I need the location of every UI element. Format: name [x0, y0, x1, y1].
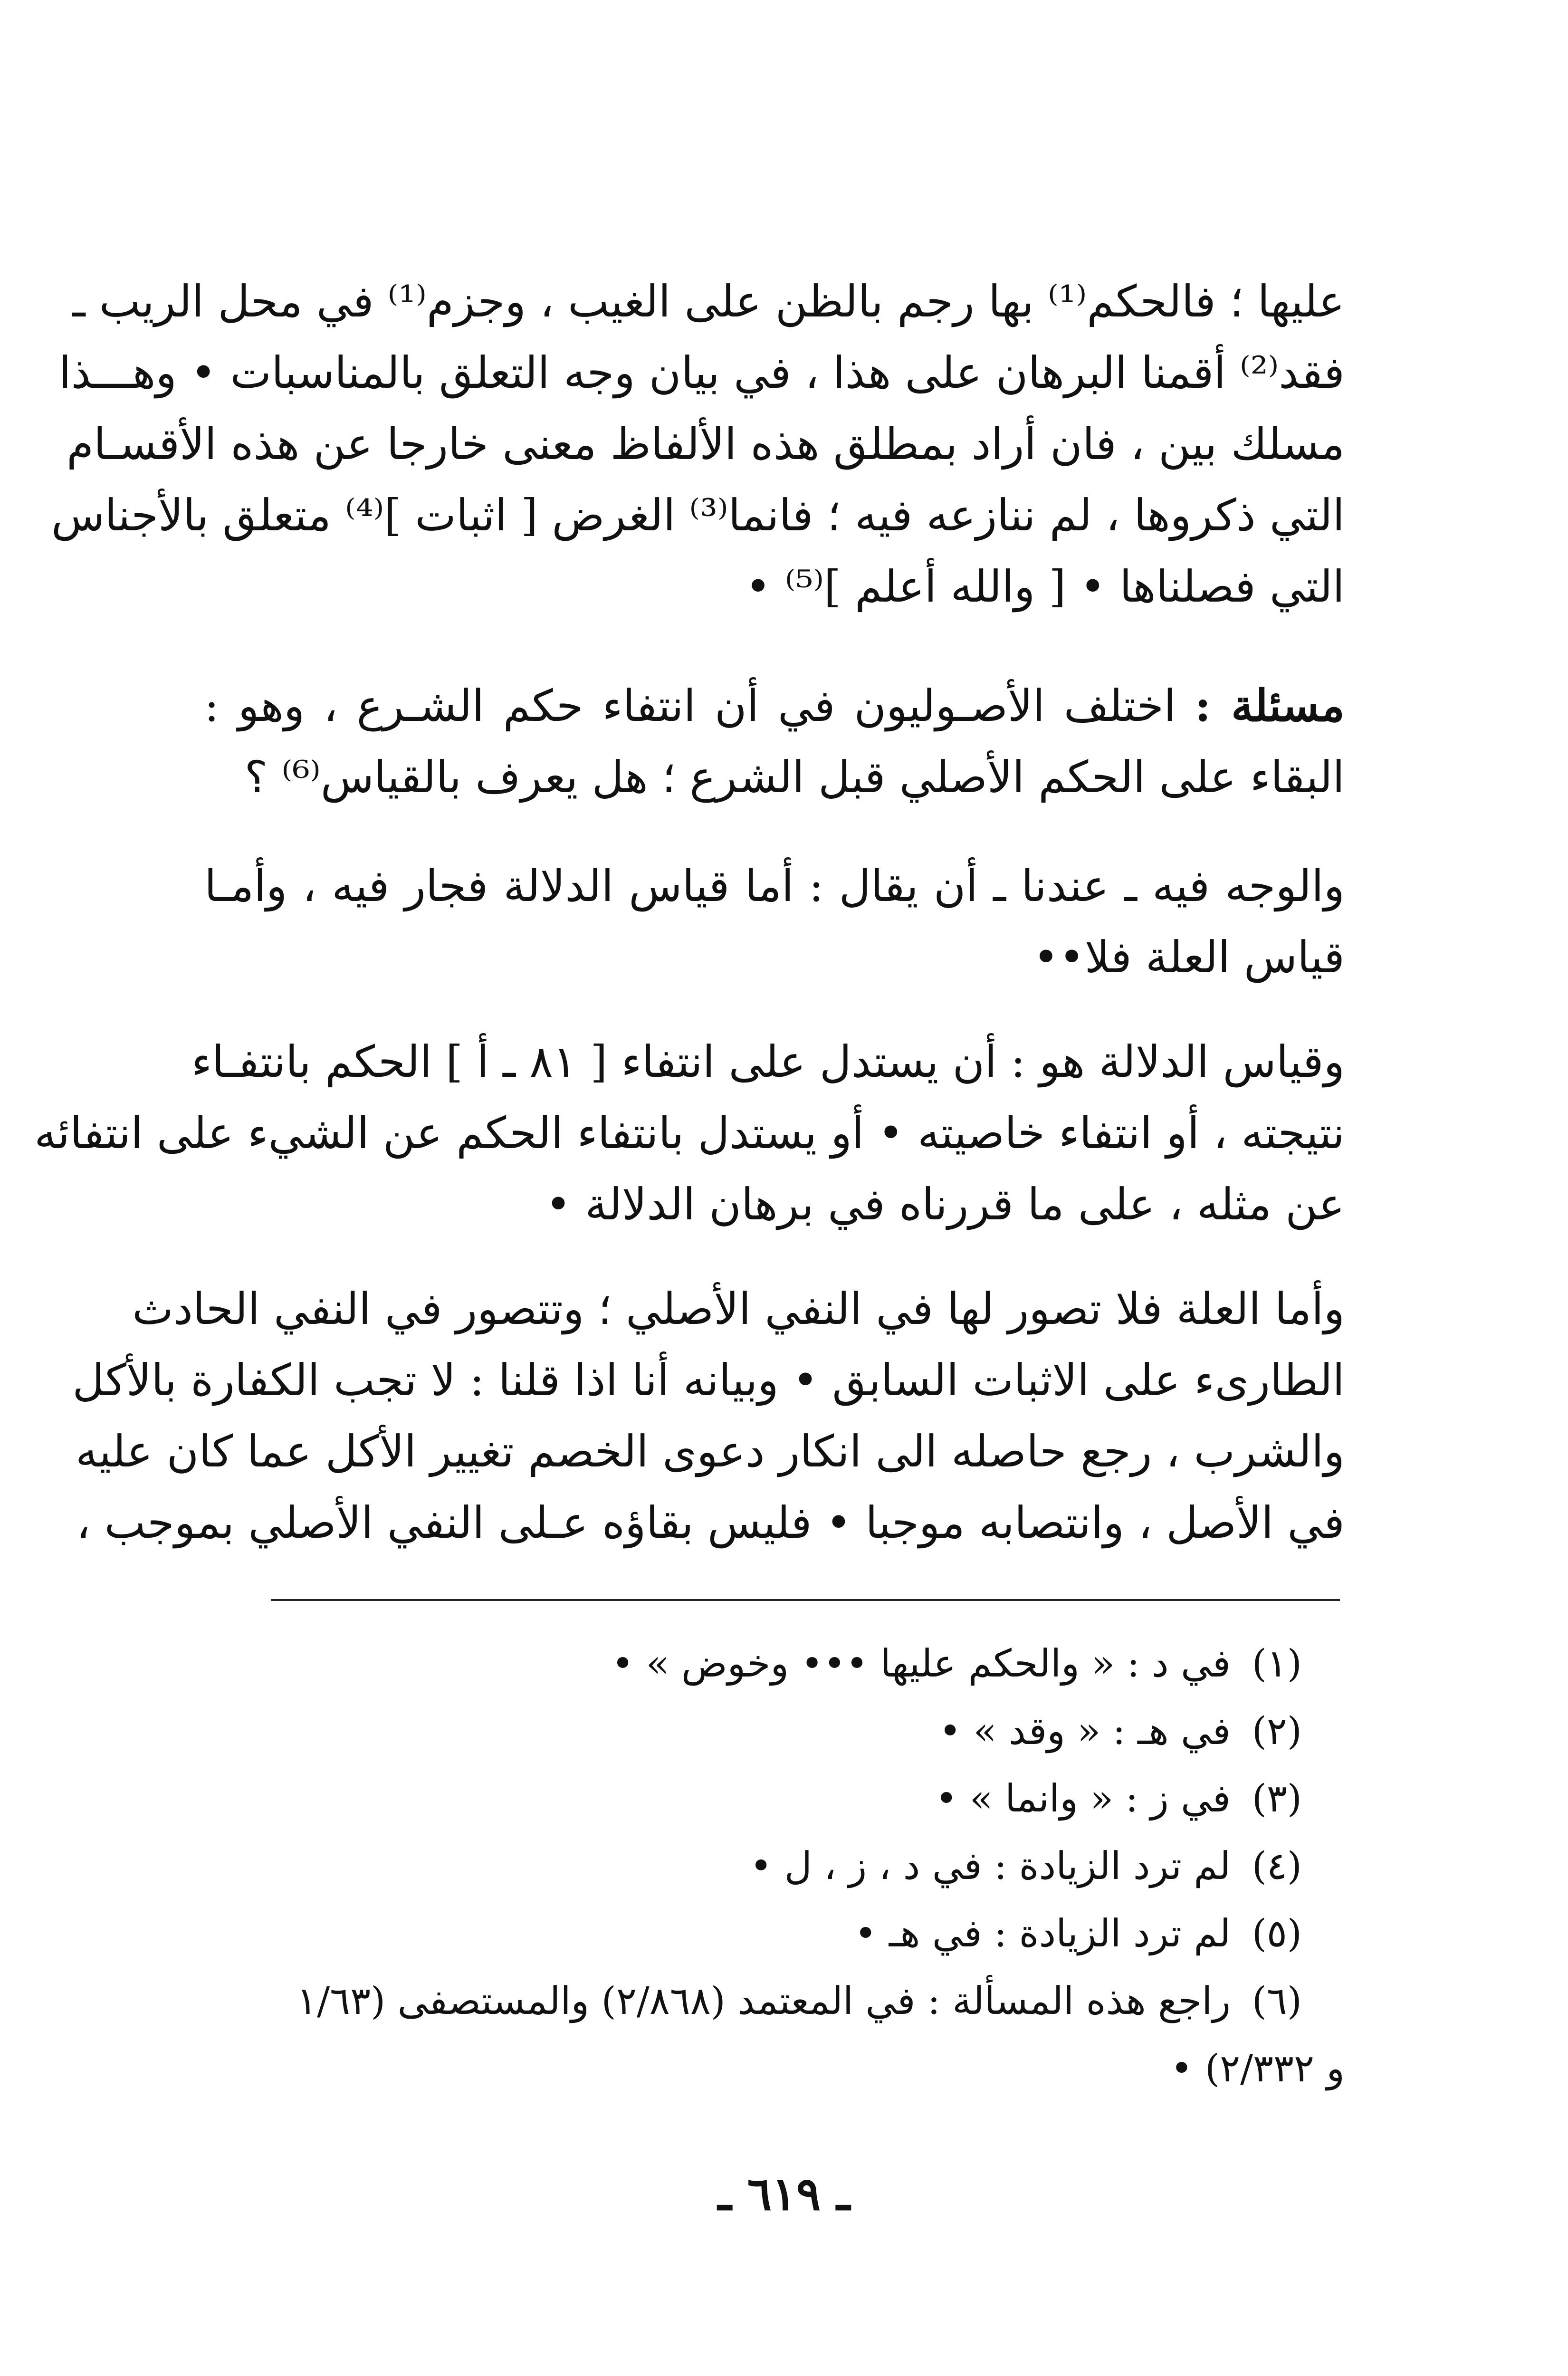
issue-label: مسئلة : [1195, 680, 1345, 731]
paragraph-line: عليها ؛ فالحكم⁽¹⁾ بها رجم بالظن على الغيب ، وجزم⁽¹⁾ في محل الريب ـ [72, 276, 1345, 327]
paragraph-line: التي ذكروها ، لم ننازعه فيه ؛ فانما⁽³⁾ الغرض [ اثبات ]⁽⁴⁾ متعلق بالأجناس [51, 490, 1345, 541]
paragraph-line: والشرب ، رجع حاصله الى انكار دعوى الخصم تغيير الأكل عما كان عليه [76, 1426, 1345, 1477]
paragraph-line: البقاء على الحكم الأصلي قبل الشرع ؛ هل يعرف بالقياس⁽⁶⁾ ؟ [244, 752, 1345, 803]
footnote [204, 1967, 1345, 2035]
footnote-number: (٣) [1252, 1776, 1302, 1820]
footnote [204, 1765, 1345, 1832]
paragraph-line: وقياس الدلالة هو : أن يستدل على انتفاء [ ٨١ ـ أ ] الحكم بانتفـاء [191, 1036, 1345, 1087]
paragraph-line: فقد⁽²⁾ أقمنا البرهان على هذا ، في بيان وجه التعلق بالمناسبات • وهـــذا [59, 347, 1345, 398]
footnote-continuation: و ٢/٣٣٢) • [1170, 2046, 1345, 2090]
paragraph-2 [204, 670, 1345, 813]
page-number: ـ ٦١٩ ـ [718, 2167, 850, 2221]
paragraph-line: نتيجته ، أو انتفاء خاصيته • أو يستدل بانتفاء الحكم عن الشيء على انتفائه [34, 1108, 1345, 1159]
footnote-text: في هـ : « وقد » • [938, 1709, 1231, 1753]
footnote-text: لم ترد الزيادة : في د ، ز ، ل • [750, 1844, 1231, 1888]
footnote-text: في ز : « وانما » • [935, 1776, 1231, 1820]
paragraph-line: قياس العلة فلا•• [1033, 932, 1345, 983]
paragraph-5 [72, 1274, 1345, 1559]
footnote-text: لم ترد الزيادة : في هـ • [854, 1911, 1231, 1955]
paragraph-line [204, 670, 1345, 742]
paragraph-3 [204, 851, 1345, 993]
paragraph-4 [34, 1026, 1345, 1240]
paragraph-line: الطارىء على الاثبات السابق • وبيانه أنا اذا قلنا : لا تجب الكفارة بالأكل [72, 1355, 1345, 1406]
paragraph-line: التي فصلناها • [ والله أعلم ]⁽⁵⁾ • [745, 561, 1345, 612]
footnote [204, 1630, 1345, 1697]
footnote-number: (٦) [1252, 1979, 1302, 2023]
paragraph-line: وأما العلة فلا تصور لها في النفي الأصلي ؛ وتتصور في النفي الحادث [132, 1284, 1345, 1334]
footnotes [204, 1630, 1345, 2102]
footnote-text: في د : « والحكم عليها ••• وخوض » • [611, 1641, 1231, 1686]
footnote [204, 1697, 1345, 1765]
footnote-number: (٤) [1252, 1844, 1302, 1888]
footnote-text: راجع هذه المسألة : في المعتمد (٢/٨٦٨) والمستصفى (١/٦٣ [296, 1979, 1231, 2023]
paragraph-line-text: اختلف الأصـوليون في أن انتفاء حكم الشـرع ، وهو : [204, 680, 1176, 731]
paragraph-line: مسلك بين ، فان أراد بمطلق هذه الألفاظ معنى خارجا عن هذه الأقسـام [67, 419, 1345, 469]
paragraph-line: عن مثله ، على ما قررناه في برهان الدلالة • [545, 1179, 1345, 1230]
paragraph-1 [51, 266, 1345, 623]
footnote [204, 1900, 1345, 1967]
footnote-number: (١) [1252, 1641, 1302, 1686]
footnote-number: (٥) [1252, 1911, 1302, 1955]
footnote-number: (٢) [1252, 1709, 1302, 1753]
footnote [204, 1832, 1345, 1900]
paragraph-line: والوجه فيه ـ عندنا ـ أن يقال : أما قياس الدلالة فجار فيه ، وأمـا [204, 861, 1345, 911]
footnote-divider [271, 1599, 1340, 1601]
paragraph-line: في الأصل ، وانتصابه موجبا • فليس بقاؤه عـلى النفي الأصلي بموجب ، [76, 1497, 1345, 1548]
